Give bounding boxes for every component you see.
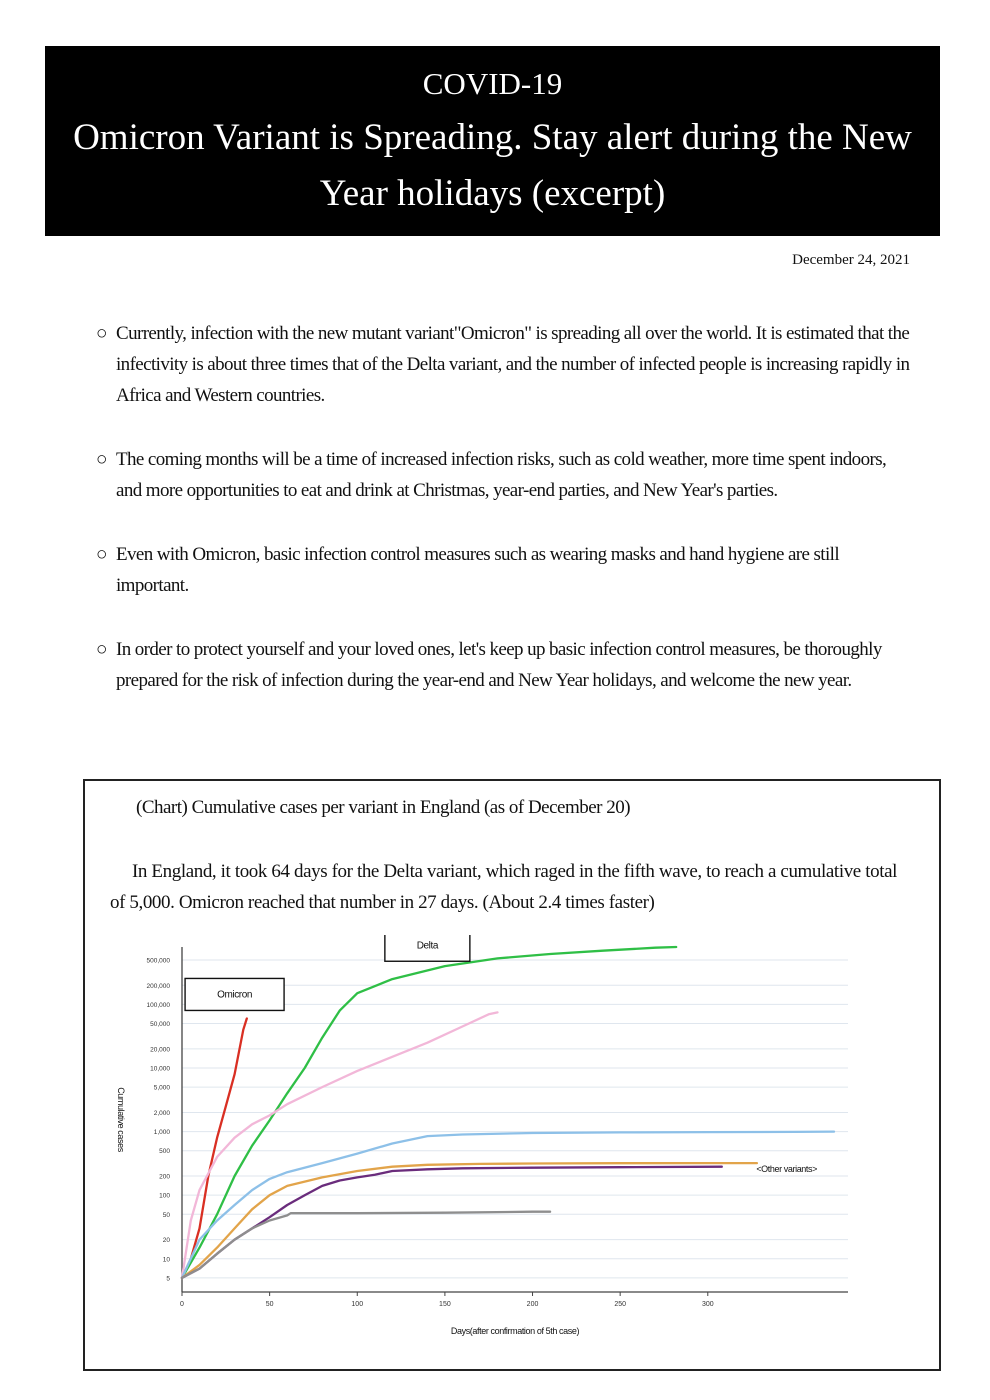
y-axis-label: Cumulative cases: [116, 1087, 126, 1152]
page-title: COVID-19: [422, 66, 563, 101]
x-tick-label: 200: [526, 1301, 539, 1308]
y-tick-label: 10: [162, 1256, 170, 1264]
y-tick-label: 50: [162, 1211, 170, 1219]
bullet-text: In order to protect yourself and your loved ones, let's keep up basic infection control measures, be thoroughly prepared for the risk of infection during the year-end and New Year holidays, and welcome the new year.: [116, 639, 882, 691]
bullet-item: [92, 318, 912, 411]
bullet-text: Even with Omicron, basic infection control measures such as wearing masks and hand hygiene are still important.: [116, 544, 839, 596]
x-tick-label: 100: [351, 1301, 364, 1308]
x-tick-label: 0: [180, 1301, 184, 1308]
page-subtitle: Omicron Variant is Spreading. Stay alert during the New Year holidays (excerpt): [73, 117, 912, 214]
y-tick-label: 2,000: [153, 1109, 170, 1117]
y-tick-label: 1,000: [153, 1129, 170, 1137]
series-line-variant-6: [182, 1212, 550, 1278]
bullet-list: [92, 318, 912, 729]
circle-bullet-icon: ○: [96, 544, 107, 565]
y-tick-label: 500: [159, 1148, 170, 1156]
x-tick-label: 300: [701, 1301, 714, 1308]
y-tick-label: 200: [159, 1173, 170, 1181]
publication-date: December 24, 2021: [792, 252, 910, 268]
annotation-label: <Other variants>: [756, 1163, 817, 1174]
bullet-text: Currently, infection with the new mutant variant"Omicron" is spreading all over the world. It is estimated that the infectivity is about three times that of the Delta variant, and the number of infected people is increasing rapidly in Africa and Western countries.: [116, 323, 910, 406]
series-line-variant-3: [182, 1132, 834, 1278]
x-tick-label: 250: [614, 1301, 627, 1308]
circle-bullet-icon: ○: [96, 449, 107, 470]
bullet-item: [92, 634, 912, 696]
x-axis-label: Days(after confirmation of 5th case): [450, 1326, 580, 1336]
y-tick-label: 20: [162, 1237, 170, 1245]
cumulative-cases-chart: [100, 935, 900, 1345]
y-tick-label: 10,000: [150, 1065, 170, 1073]
bullet-item: [92, 539, 912, 601]
y-tick-label: 500,000: [146, 957, 170, 965]
circle-bullet-icon: ○: [96, 639, 107, 660]
y-tick-label: 20,000: [150, 1046, 170, 1054]
y-tick-label: 100,000: [146, 1001, 170, 1009]
y-tick-label: 50,000: [150, 1021, 170, 1029]
annotation-label: Delta: [416, 940, 439, 952]
annotation-label: Omicron: [217, 989, 253, 1001]
bullet-text: The coming months will be a time of increased infection risks, such as cold weather, more time spent indoors, and more opportunities to eat and drink at Christmas, year-end parties, and New Year's parties.: [116, 449, 887, 501]
y-tick-label: 100: [159, 1192, 170, 1200]
circle-bullet-icon: ○: [96, 323, 107, 344]
x-tick-label: 150: [439, 1301, 451, 1308]
x-tick-label: 50: [265, 1301, 274, 1308]
chart-description: In England, it took 64 days for the Delta variant, which raged in the fifth wave, to reach a cumulative total of 5,000. Omicron reached that number in 27 days. (About 2.4 times faster): [110, 861, 897, 913]
series-line-variant-2: [182, 1012, 498, 1278]
chart-caption: (Chart) Cumulative cases per variant in England (as of December 20): [136, 797, 631, 818]
y-tick-label: 200,000: [146, 982, 170, 990]
bullet-item: [92, 444, 912, 506]
header-banner: [45, 46, 940, 236]
y-tick-label: 5,000: [153, 1084, 170, 1092]
y-tick-label: 5: [166, 1275, 170, 1283]
